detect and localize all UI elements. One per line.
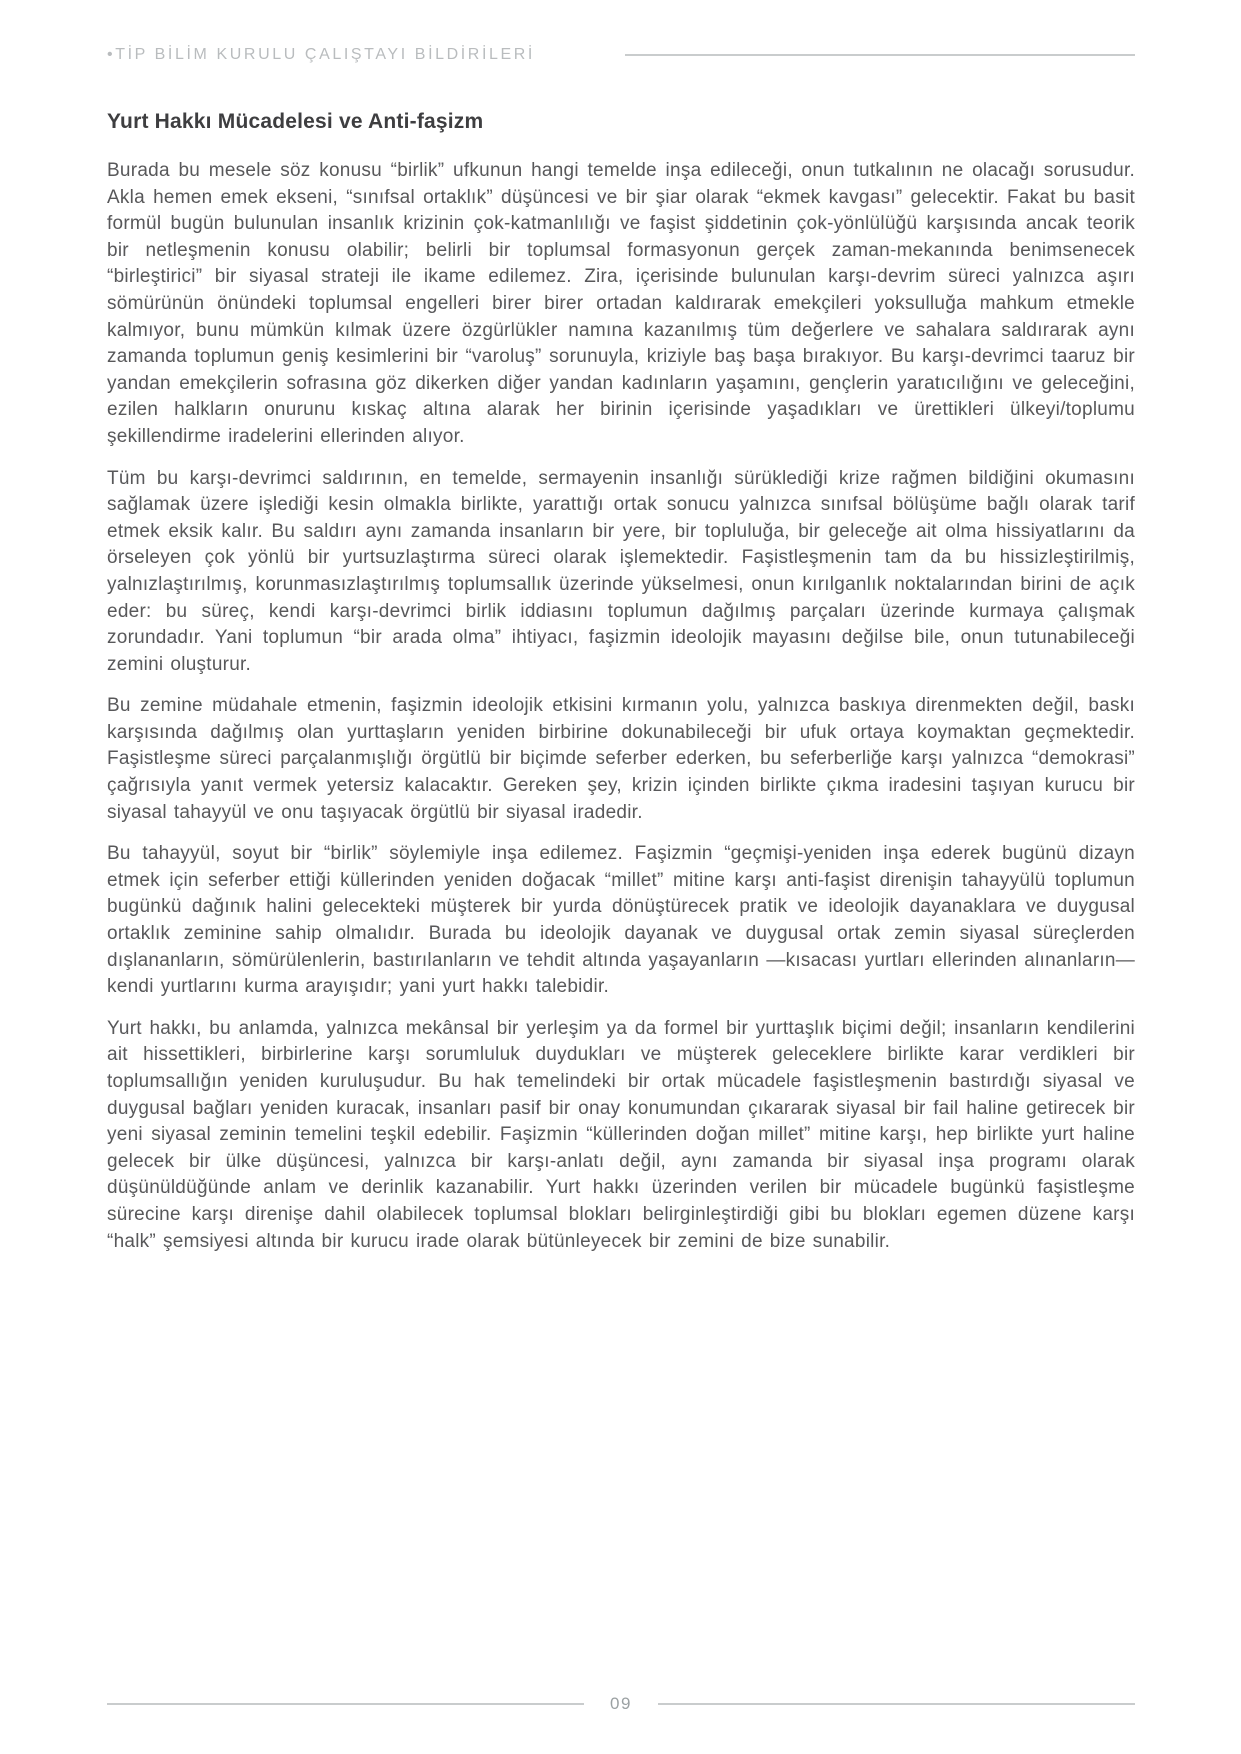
paragraph: Yurt hakkı, bu anlamda, yalnızca mekânsal bir yerleşim ya da formel bir yurttaşlık biçimi değil; insanların kendilerini ait hissettikleri, birbirlerine karşı sorumluluk duydukları ve müşterek geleceklere birlikte karar verdikleri bir toplumsallığın yeniden kuruluşudur. Bu hak temelindeki bir ortak mücadele faşistleşmenin bastırdığı siyasal ve duygusal bağları yeniden kuracak, insanları pasif bir onay konumundan çıkararak siyasal bir fail haline getirecek bir yeni siyasal zeminin temelini teşkil edebilir. Faşizmin “küllerinden doğan millet” mitine karşı, hep birlikte yurt haline gelecek bir ülke düşüncesi, yalnızca bir karşı-anlatı değil, aynı zamanda bir siyasal inşa programı olarak düşünüldüğünde anlam ve derinlik kazanabilir. Yurt hakkı üzerinden verilen bir mücadele bugünkü faşistleşme sürecine karşı direnişe dahil olabilecek toplumsal blokları belirginleştirdiği gibi bu blokları egemen düzene karşı “halk” şemsiyesi altında bir kurucu irade olarak bütünleyecek bir zemini de bize sunabilir. [107,1017,1135,1252]
body-text [107,158,1135,1255]
paragraph: Tüm bu karşı-devrimci saldırının, en temelde, sermayenin insanlığı sürüklediği krize rağmen bildiğini okumasını sağlamak üzere işlediği kesin olmakla birlikte, yarattığı ortak sonucu yalnızca sınıfsal bölüşüme bağlı olarak tarif etmek eksik kalır. Bu saldırı aynı zamanda insanların bir yere, bir topluluğa, bir geleceğe ait olma hissiyatlarını da örseleyen çok yönlü bir yurtsuzlaştırma süreci olarak işlemektedir. Faşistleşmenin tam da bu hissizleştirilmiş, yalnızlaştırılmış, korunmasızlaştırılmış toplumsallık üzerinde yükselmesi, onun kırılganlık noktalarından birini de açık eder: bu süreç, kendi karşı-devrimci birlik iddiasını toplumun dağılmış parçaları üzerinde kurmaya çalışmak zorundadır. Yani toplumun “bir arada olma” ihtiyacı, faşizmin ideolojik mayasını değilse bile, onun tutunabileceği zemini oluşturur. [107,467,1135,675]
footer-divider-right [658,1703,1135,1705]
paragraph: Burada bu mesele söz konusu “birlik” ufkunun hangi temelde inşa edileceği, onun tutkalının ne olacağı sorusudur. Akla hemen emek ekseni, “sınıfsal ortaklık” düşüncesi ve bir şiar olarak “ekmek kavgası” gelecektir. Fakat bu basit formül bugün bulunulan insanlık krizinin çok-katmanlılığı ve faşist şiddetinin çok-yönlülüğü karşısında ancak teorik bir netleşmenin konusu olabilir; belirli bir toplumsal formasyonun gerçek zaman-mekanında benimsenecek “birleştirici” bir siyasal strateji ile ikame edilemez. Zira, içerisinde bulunulan karşı-devrim süreci yalnızca aşırı sömürünün önündeki toplumsal engelleri birer birer ortadan kaldırarak emekçileri yoksulluğa mahkum etmekle kalmıyor, bunu mümkün kılmak üzere özgürlükler namına kazanılmış tüm değerlere ve sahalara saldırarak aynı zamanda toplumun geniş kesimlerini bir “varoluş” sorunuyla, kriziyle baş başa bırakıyor. Bu karşı-devrimci taaruz bir yandan emekçilerin sofrasına göz dikerken diğer yandan kadınların yaşamını, gençlerin yaratıcılığını ve geleceğini, ezilen halkların onurunu kıskaç altına alarak her birinin içerisinde yaşadıkları ve ürettikleri ülkeyi/toplumu şekillendirme iradelerini ellerinden alıyor. [107,160,1135,447]
page-number: 09 [610,1694,632,1713]
paragraph: Bu zemine müdahale etmenin, faşizmin ideolojik etkisini kırmanın yolu, yalnızca baskıya direnmekten değil, baskı karşısında dağılmış olan yurttaşların yeniden birbirine dokunabileceği bir ufuk ortaya koymaktan geçmektedir. Faşistleşme süreci parçalanmışlığı örgütlü bir biçimde seferber ederken, bu seferberliğe karşı yalnızca “demokrasi” çağrısıyla yanıt vermek yetersiz kalacaktır. Gereken şey, krizin içinden birlikte çıkma iradesini taşıyan kurucu bir siyasal tahayyül ve onu taşıyacak örgütlü bir siyasal iradedir. [107,695,1135,823]
page-header [107,46,1135,64]
header-divider [625,54,1135,56]
section-heading: Yurt Hakkı Mücadelesi ve Anti-faşizm [107,110,484,133]
footer-divider-left [107,1703,584,1705]
paragraph: Bu tahayyül, soyut bir “birlik” söylemiyle inşa edilemez. Faşizmin “geçmişi-yeniden inşa ederek bugünü dizayn etmek için seferber ettiği küllerinden yeniden doğacak “millet” mitine karşı anti-faşist direnişin tahayyülü toplumun bugünkü dağınık halini gelecekteki müşterek bir yurda dönüştürecek pratik ve ideolojik dayanaklara ve duygusal ortaklık zeminine sahip olmalıdır. Burada bu ideolojik dayanak ve duygusal ortak zemin siyasal süreçlerden dışlananların, sömürülenlerin, bastırılanların ve tehdit altında yaşayanların —kısacası yurtları ellerinden alınanların— kendi yurtlarını kurma arayışıdır; yani yurt hakkı talebidir. [107,843,1135,998]
header-title: •TİP BİLİM KURULU ÇALIŞTAYI BİLDİRİLERİ [107,46,535,63]
page-footer [107,1694,1135,1714]
